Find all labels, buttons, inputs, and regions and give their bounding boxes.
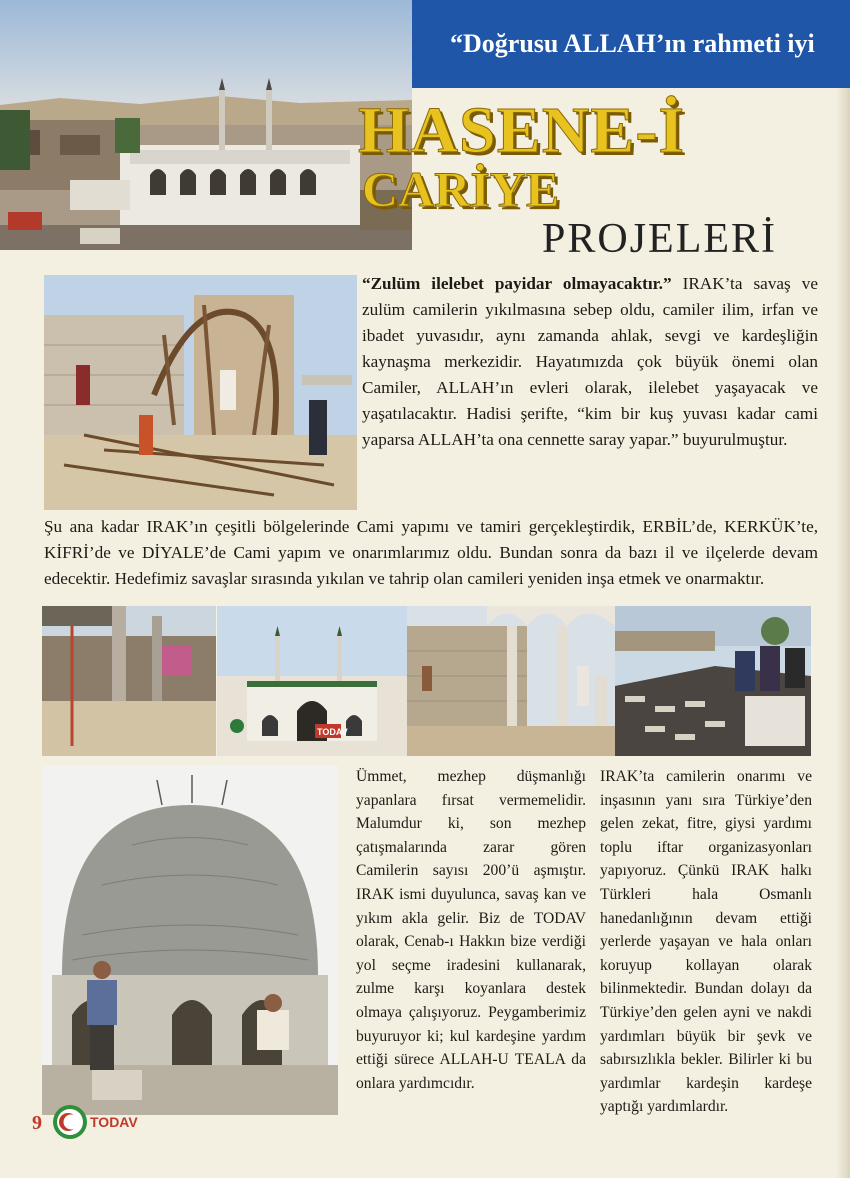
quote-banner xyxy=(412,0,850,88)
photo-new-mosque-todav xyxy=(217,606,407,756)
photo-iftar-crowd xyxy=(615,606,811,756)
photo-mosque-street xyxy=(0,0,412,250)
title-cariye: CARİYE xyxy=(362,161,560,217)
intro-lead: “Zulüm ilelebet payidar olmayacaktır.” xyxy=(362,274,672,293)
intro-body: IRAK’ta savaş ve zulüm camilerin yıkılmasına sebep oldu, camiler ilim, irfan ve ibadet yuvasıdır, aynı zamanda ahlak, sevgi ve kardeşliğin kaynaşma merkezidir. Hayatımızda çok büyük önemi olan Camiler, ALLAH’ın evleri olarak, ilelebet yaşayacak ve yaşatılacaktır. Hadisi şerifte, “kim bir kuş yuvası kadar cami yaparsa ALLAH’ta ona cennette saray yapar.” buyurulmuştur. xyxy=(362,274,818,449)
photo-mosque-arches xyxy=(407,606,615,756)
footer-brand: TODAV xyxy=(90,1114,138,1130)
title-projeleri: PROJELERİ xyxy=(542,216,778,262)
intro-paragraph xyxy=(362,271,818,453)
page-edge-shadow xyxy=(836,88,850,1178)
photo-construction-workers xyxy=(44,275,357,510)
photo-sign-text: TODAV xyxy=(317,727,348,737)
todav-logo-icon xyxy=(52,1104,88,1140)
full-width-paragraph: Şu ana kadar IRAK’ın çeşitli bölgelerinde Cami yapımı ve tamiri gerçekleştirdik, ERBİL’de, KERKÜK’te, KİFRİ’de ve DİYALE’de Cami yapım ve onarımlarımız oldu. Bundan sonra da bazı il ve ilçelerde devam edecektir. Hedefimiz savaşlar sırasında yıkılan ve tahrip olan camileri yeniden inşa etmek ve onarmaktır. xyxy=(44,517,818,588)
page-number: 9 xyxy=(32,1112,42,1134)
title-hasene: HASENE-İ xyxy=(358,94,686,167)
right-column-paragraph: IRAK’ta camilerin onarımı ve inşasının yanı sıra Türkiye’den gelen zekat, fitre, giysi yardımı toplu iftar organizasyonları yapıyoruz. Çünkü IRAK halkı Türkleri hala Osmanlı hanedanlığının devam ettiği yerlerde yaşayan ve hala onları koruyup kollayan olarak bilinmektedir. Bundan dolayı da Türkiye’den gelen ayni ve nakdi yardımları büyük bir şevk ve sabırsızlıkla bekler. Bilirler ki bu yardımlar kardeşin kardeşe yaptığı yardımlardır. xyxy=(600,768,812,1116)
middle-column-paragraph: Ümmet, mezhep düşmanlığı yapanlara fırsat vermemelidir. Malumdur ki, son mezhep çatışmalarında zarar gören Camilerin sayısı 200’ü aşmıştır. IRAK ismi duyulunca, savaş kan ve yıkım akla gelir. Biz de TODAV olarak, Cenab-ı Hakkın bize verdiği yol seçme iradesini kullanarak, zulme karşı koyanlara destek olmaya çalışıyoruz. Peygamberimiz buyuruyor ki; kul kardeşine yardım ettiği sürece ALLAH-U TEALA da onlara yardımcıdır. xyxy=(356,768,586,1092)
photo-dome-construction xyxy=(42,765,338,1115)
photo-ruined-building xyxy=(42,606,216,756)
quote-banner-text: “Doğrusu ALLAH’ın rahmeti iyi xyxy=(450,29,815,58)
